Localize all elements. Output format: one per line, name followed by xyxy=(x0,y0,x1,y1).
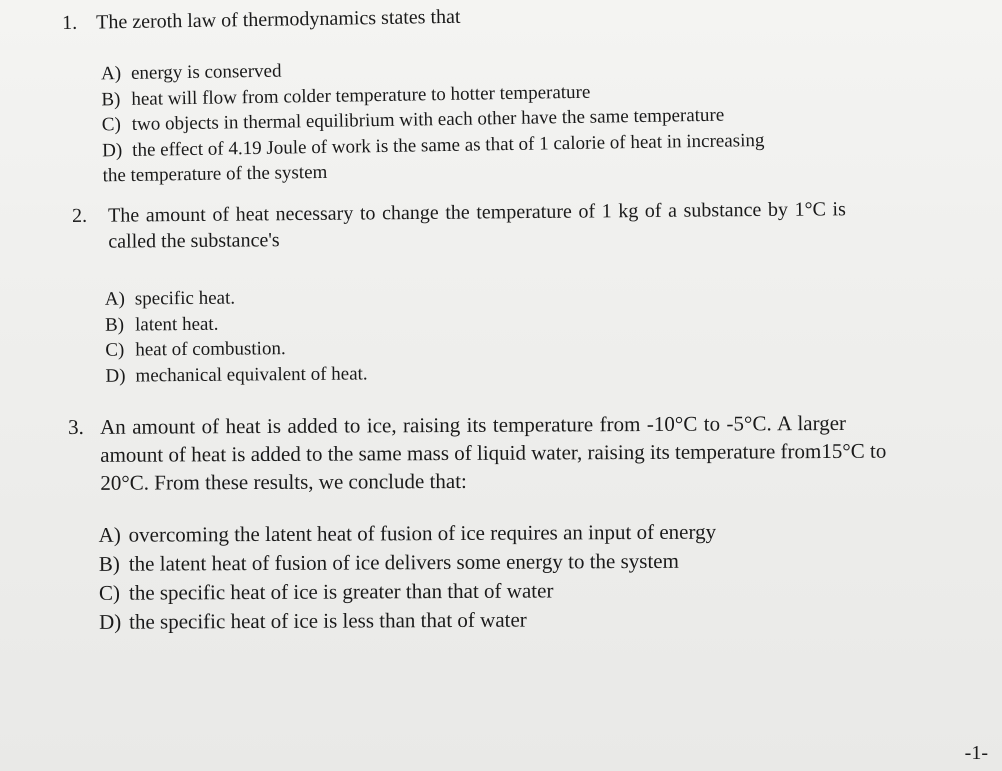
option-text: mechanical equivalent of heat. xyxy=(135,362,368,386)
answer-options xyxy=(105,284,368,388)
option-a xyxy=(99,518,717,550)
option-text: overcoming the latent heat of fusion of ice requires an input of energy xyxy=(128,519,717,547)
question-text-line: The amount of heat necessary to change the temperature of 1 kg of a substance by 1°C is xyxy=(108,198,846,227)
option-d xyxy=(105,361,367,389)
question-text: The zeroth law of thermodynamics states that xyxy=(96,5,461,34)
question-3 xyxy=(68,408,979,643)
option-letter: A) xyxy=(98,522,121,547)
question-text-line: called the substance's xyxy=(108,229,280,253)
option-letter: A) xyxy=(100,63,122,85)
option-letter: C) xyxy=(105,339,125,361)
option-text: the latent heat of fusion of ice delivers some energy to the system xyxy=(128,548,679,576)
option-text: heat of combustion. xyxy=(135,338,286,361)
option-b xyxy=(99,547,717,579)
option-text: latent heat. xyxy=(134,313,219,335)
option-a xyxy=(105,284,367,312)
answer-options xyxy=(99,518,717,637)
option-text: the specific heat of ice is greater than that of water xyxy=(128,578,554,605)
question-text-line: An amount of heat is added to ice, raising its temperature from -10°C to -5°C. A larger xyxy=(100,410,847,439)
question-text-line: 20°C. From these results, we conclude that: xyxy=(100,468,467,495)
question-text xyxy=(100,408,970,497)
question-2 xyxy=(72,195,974,393)
option-letter: D) xyxy=(102,139,123,161)
option-text: the specific heat of ice is less than that of water xyxy=(129,607,527,634)
option-b xyxy=(105,310,367,338)
option-letter: C) xyxy=(101,114,121,136)
option-d xyxy=(99,605,717,637)
option-c xyxy=(99,576,717,608)
question-text xyxy=(108,195,948,254)
option-text: the effect of 4.19 Joule of work is the same as that of 1 calorie of heat in increasing xyxy=(132,129,765,161)
option-text: two objects in thermal equilibrium with each other have the same temperature xyxy=(131,104,725,135)
question-number: 3. xyxy=(68,414,84,439)
option-c xyxy=(105,335,367,363)
option-text: heat will flow from colder temperature to hotter temperature xyxy=(131,81,591,110)
question-number: 2. xyxy=(72,204,88,227)
option-text: specific heat. xyxy=(134,287,236,310)
answer-options xyxy=(101,51,765,189)
option-letter: D) xyxy=(105,365,126,387)
option-letter: B) xyxy=(101,88,121,110)
page-number: -1- xyxy=(964,742,988,764)
option-letter: B) xyxy=(98,551,120,576)
option-letter: D) xyxy=(99,609,122,634)
option-d-continuation: the temperature of the system xyxy=(102,161,328,187)
question-text-line: amount of heat is added to the same mass of liquid water, raising its temperature from15°C to xyxy=(100,438,887,467)
question-number: 1. xyxy=(62,11,78,34)
option-letter: C) xyxy=(98,580,121,605)
option-letter: B) xyxy=(104,314,125,336)
option-text: energy is conserved xyxy=(130,60,282,84)
option-letter: A) xyxy=(104,288,125,310)
question-1 xyxy=(62,0,965,200)
